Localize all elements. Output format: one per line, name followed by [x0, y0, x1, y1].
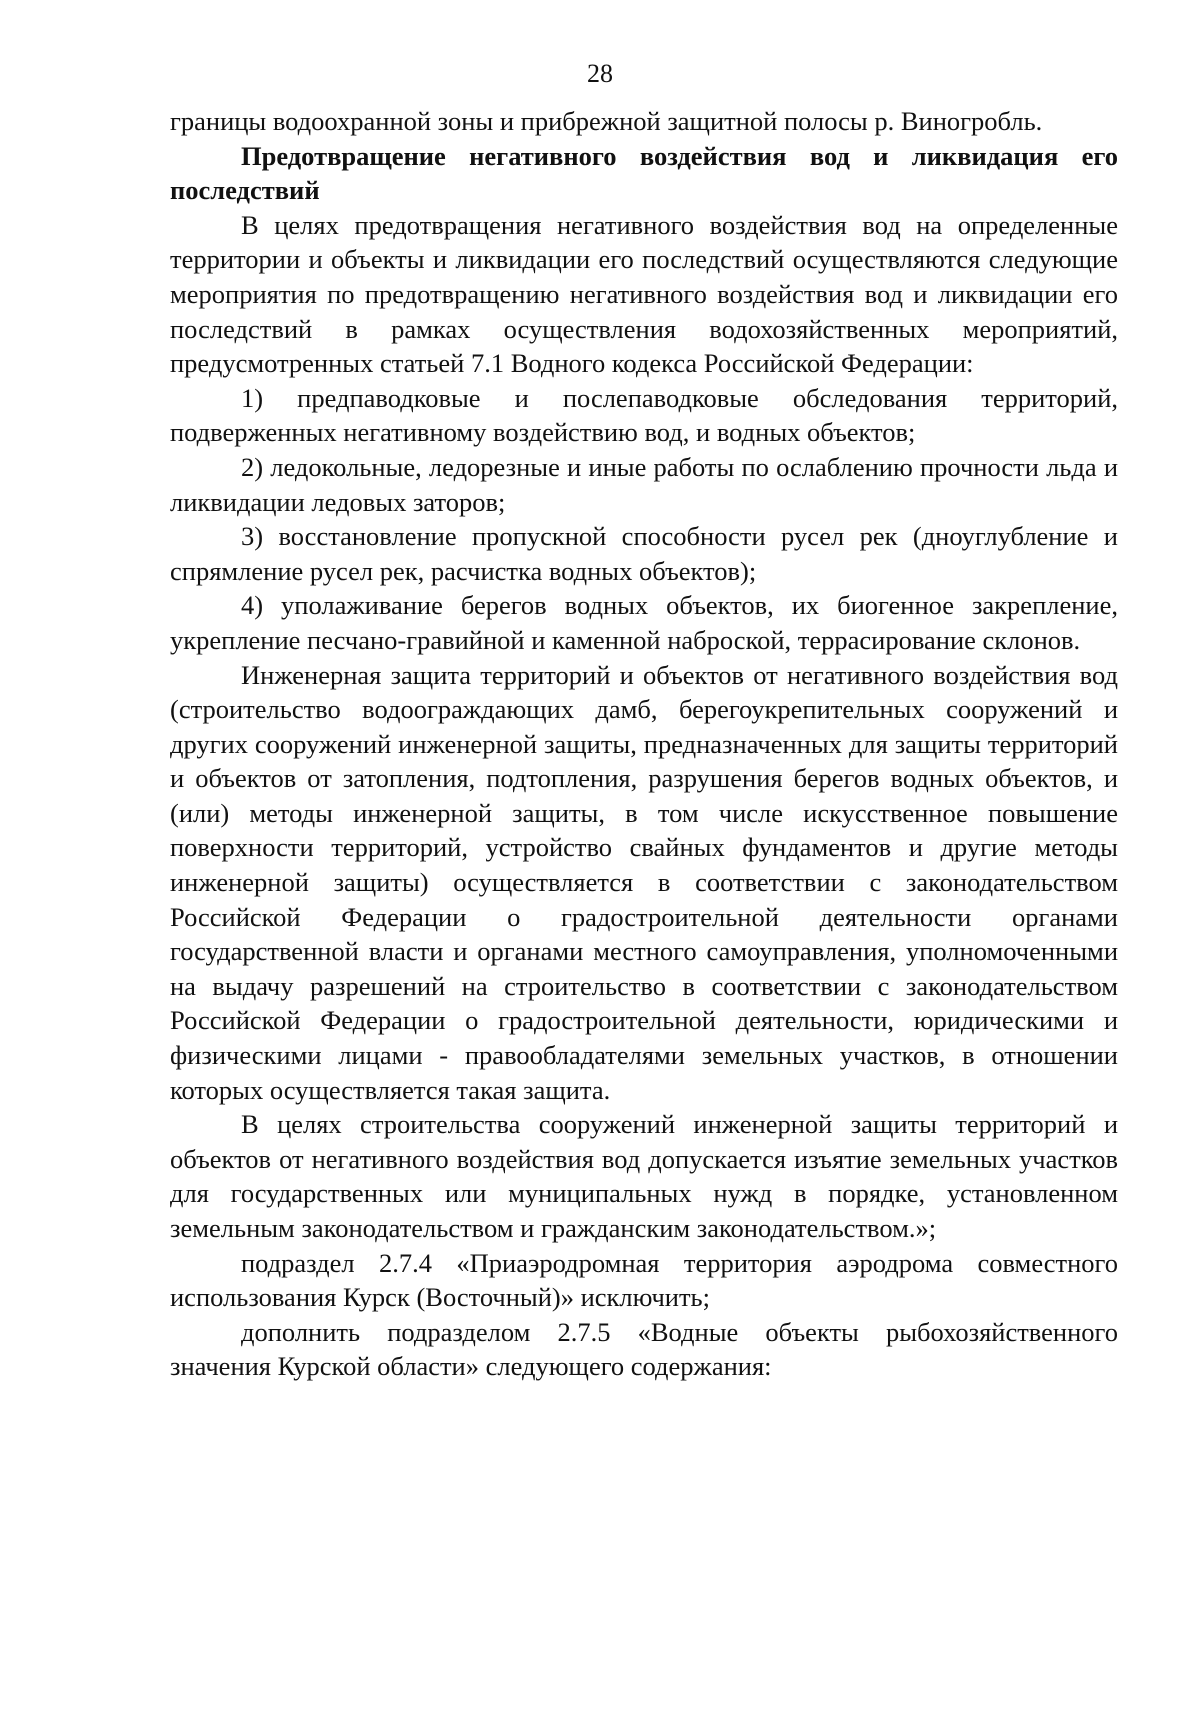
- paragraph: границы водоохранной зоны и прибрежной защитной полосы р. Виногробль.: [170, 106, 1043, 136]
- paragraph: дополнить подразделом 2.7.5 «Водные объекты рыбохозяйственного значения Курской области» следующего содержания:: [170, 1316, 1118, 1382]
- paragraph: В целях предотвращения негативного воздействия вод на определенные территории и объекты и ликвидации его последствий осуществляются следующие мероприятия по предотвращению негативного воздействия вод и ликвидации его последствий в рамках осуществления водохозяйственных мероприятий, предусмотренных статьей 7.1 Водного кодекса Российской Федерации:: [170, 209, 1118, 379]
- document-body: [170, 104, 1118, 1384]
- paragraph: подраздел 2.7.4 «Приаэродромная территория аэродрома совместного использования Курск (Восточный)» исключить;: [170, 1247, 1118, 1313]
- page-number: 28: [587, 59, 613, 88]
- paragraph: В целях строительства сооружений инженерной защиты территорий и объектов от негативного воздействия вод допускается изъятие земельных участков для государственных или муниципальных нужд в порядке, установленном земельным законодательством и гражданским законодательством.»;: [170, 1109, 1118, 1243]
- list-item: 2) ледокольные, ледорезные и иные работы по ослаблению прочности льда и ликвидации ледовых заторов;: [170, 451, 1118, 517]
- section-heading: Предотвращение негативного воздействия вод и ликвидация его последствий: [170, 140, 1118, 206]
- paragraph: Инженерная защита территорий и объектов от негативного воздействия вод (строительство водоограждающих дамб, берегоукрепительных сооружений и других сооружений инженерной защиты, предназначенных для защиты территорий и объектов от затопления, подтопления, разрушения берегов водных объектов, и (или) методы инженерной защиты, в том числе искусственное повышение поверхности территорий, устройство свайных фундаментов и другие методы инженерной защиты) осуществляется в соответствии с законодательством Российской Федерации о градостроительной деятельности органами государственной власти и органами местного самоуправления, уполномоченными на выдачу разрешений на строительство в соответствии с законодательством Российской Федерации о градостроительной деятельности, юридическими и физическими лицами - правообладателями земельных участков, в отношении которых осуществляется такая защита.: [170, 659, 1118, 1105]
- list-item: 4) уполаживание берегов водных объектов, их биогенное закрепление, укрепление песчано-гравийной и каменной наброской, террасирование склонов.: [170, 590, 1118, 655]
- list-item: 1) предпаводковые и послепаводковые обследования территорий, подверженных негативному воздействию вод, и водных объектов;: [170, 382, 1118, 448]
- list-item: 3) восстановление пропускной способности русел рек (дноуглубление и спрямление русел рек, расчистка водных объектов);: [170, 521, 1118, 586]
